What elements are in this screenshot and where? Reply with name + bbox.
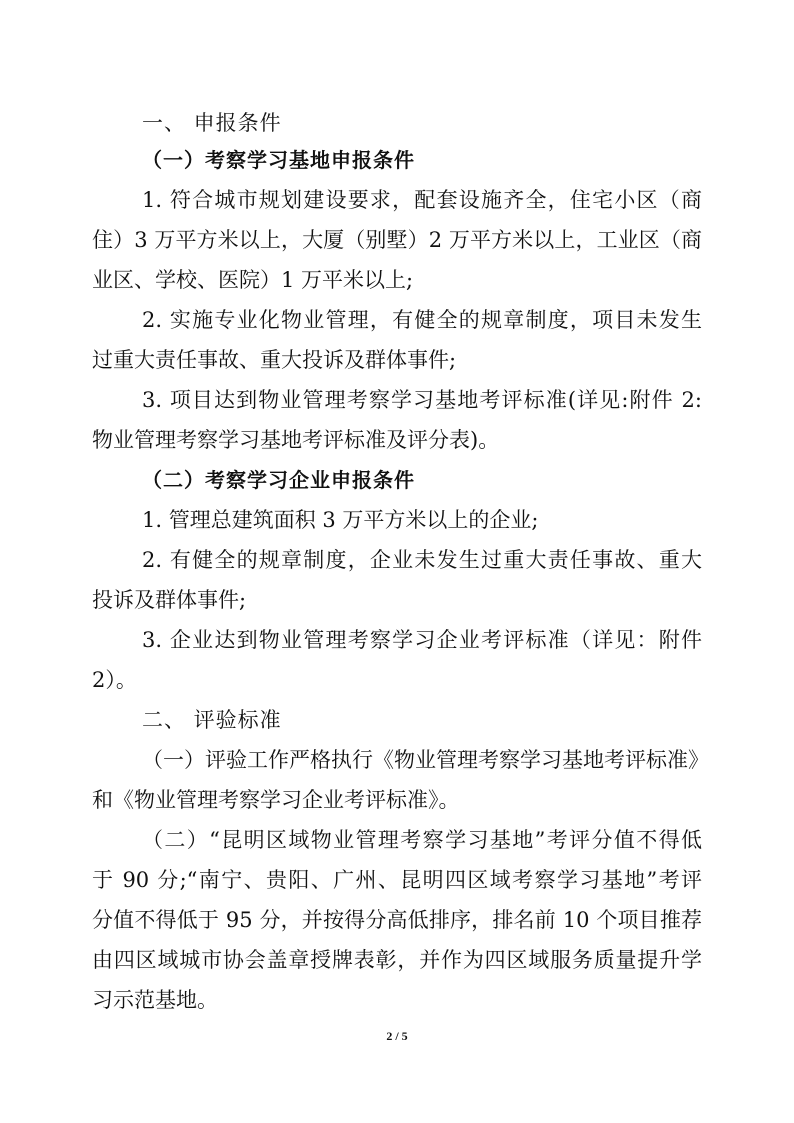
item-5-line-2: 投诉及群体事件; bbox=[92, 588, 247, 612]
item-5-line-1: 2. 有健全的规章制度，企业未发生过重大责任事故、重大 bbox=[142, 548, 702, 572]
item-2-line-1: 2. 实施专业化物业管理，有健全的规章制度，项目未发生 bbox=[142, 308, 702, 332]
para-1-line-1: （一）评验工作严格执行《物业管理考察学习基地考评标准》 bbox=[142, 748, 709, 772]
item-1-line-2: 住）3 万平方米以上，大厦（别墅）2 万平方米以上，工业区（商 bbox=[92, 228, 702, 252]
item-6-line-2: 2）。 bbox=[92, 668, 137, 692]
item-3-line-2: 物业管理考察学习基地考评标准及评分表)。 bbox=[92, 428, 500, 452]
item-2-line-2: 过重大责任事故、重大投诉及群体事件; bbox=[92, 348, 457, 372]
para-1-line-2: 和《物业管理考察学习企业考评标准》。 bbox=[92, 788, 460, 812]
item-1-line-3: 业区、学校、医院）1 万平米以上; bbox=[92, 268, 414, 292]
item-4-line-1: 1. 管理总建筑面积 3 万平方米以上的企业; bbox=[142, 508, 539, 532]
section-heading-1: 一、 申报条件 bbox=[142, 111, 282, 135]
section-heading-2: 二、 评验标准 bbox=[142, 708, 282, 732]
para-2-line-4: 由四区域城市协会盖章授牌表彰，并作为四区域服务质量提升学 bbox=[92, 948, 702, 972]
item-6-line-1: 3. 企业达到物业管理考察学习企业考评标准（详见：附件 bbox=[142, 628, 702, 652]
para-2-line-2: 于 90 分;“南宁、贵阳、广州、昆明四区域考察学习基地”考评 bbox=[92, 868, 702, 892]
item-1-line-1: 1. 符合城市规划建设要求，配套设施齐全，住宅小区（商 bbox=[142, 188, 702, 212]
subsection-heading-1: （一）考察学习基地申报条件 bbox=[142, 148, 415, 172]
para-2-line-3: 分值不得低于 95 分，并按得分高低排序，排名前 10 个项目推荐 bbox=[92, 908, 702, 932]
page-number: 2 / 5 bbox=[386, 1029, 408, 1043]
para-2-line-1: （二）“昆明区域物业管理考察学习基地”考评分值不得低 bbox=[142, 828, 702, 852]
item-3-line-1: 3. 项目达到物业管理考察学习基地考评标准(详见:附件 2: bbox=[142, 388, 702, 412]
subsection-heading-2: （二）考察学习企业申报条件 bbox=[142, 468, 415, 492]
para-2-line-5: 习示范基地。 bbox=[92, 988, 218, 1012]
